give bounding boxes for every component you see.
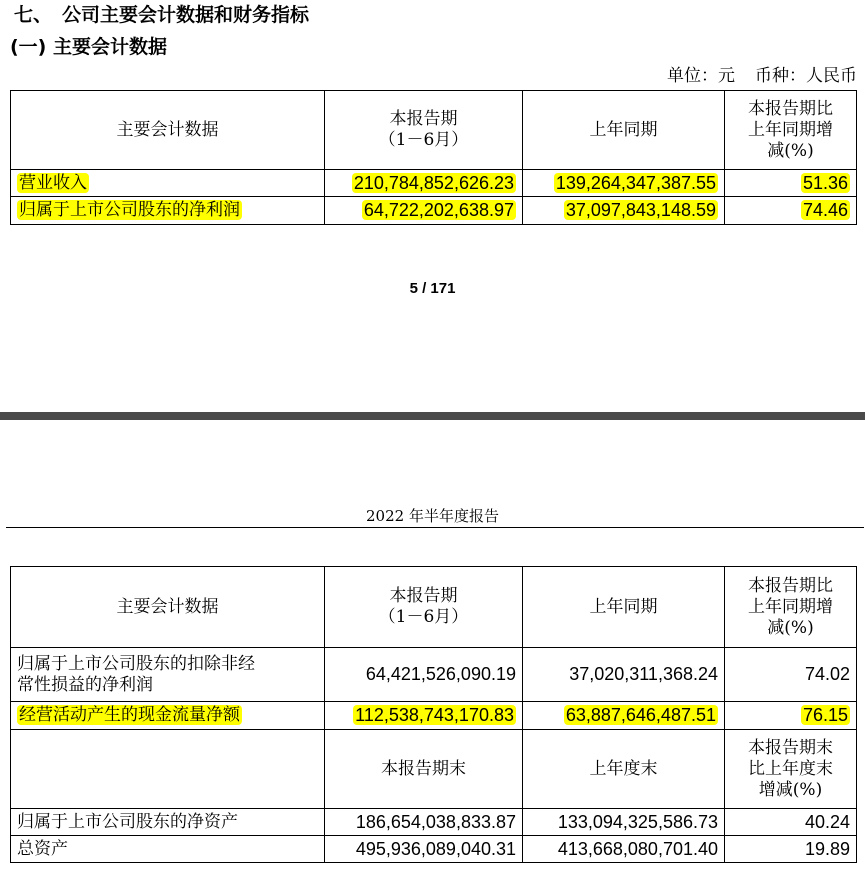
header-prior-year-end: 上年度末: [523, 730, 725, 809]
accounting-data-table-2: [10, 566, 857, 863]
table-row: [11, 648, 857, 702]
row-current: 64,722,202,638.97: [325, 197, 523, 225]
row-label: 营业收入: [11, 170, 325, 197]
section-title: 公司主要会计数据和财务指标: [62, 4, 310, 26]
row-current: 495,936,089,040.31: [325, 836, 523, 863]
table-row: [11, 197, 857, 225]
page-separator: [0, 412, 865, 420]
table-header-row: [11, 567, 857, 648]
header-prior-period: 上年同期: [523, 91, 725, 170]
header-change: 本报告期末 比上年度末 增减(%): [725, 730, 857, 809]
row-change: 40.24: [725, 809, 857, 836]
row-label: 归属于上市公司股东的扣除非经 常性损益的净利润: [11, 648, 325, 702]
report-title: 2022 年半年度报告: [366, 507, 499, 525]
accounting-data-table-1: [10, 90, 857, 225]
table-header-row: [11, 91, 857, 170]
header-prior-period: 上年同期: [523, 567, 725, 648]
currency-label: 币种：人民币: [755, 66, 857, 86]
header-current-period: 本报告期 （1－6月）: [325, 567, 523, 648]
header-blank: [11, 730, 325, 809]
row-label: 总资产: [11, 836, 325, 863]
table-row: [11, 170, 857, 197]
section-heading: [14, 2, 309, 28]
row-change: 76.15: [725, 702, 857, 730]
row-prior: 37,020,311,368.24: [523, 648, 725, 702]
header-period-end: 本报告期末: [325, 730, 523, 809]
row-change: 51.36: [725, 170, 857, 197]
row-label: 归属于上市公司股东的净利润: [11, 197, 325, 225]
row-prior: 413,668,080,701.40: [523, 836, 725, 863]
row-prior: 37,097,843,148.59: [523, 197, 725, 225]
row-change: 74.46: [725, 197, 857, 225]
row-current: 64,421,526,090.19: [325, 648, 523, 702]
row-current: 112,538,743,170.83: [325, 702, 523, 730]
row-prior: 133,094,325,586.73: [523, 809, 725, 836]
table-row: [11, 702, 857, 730]
row-label: 归属于上市公司股东的净资产: [11, 809, 325, 836]
section-number: 七、: [14, 4, 53, 26]
row-label: 经营活动产生的现金流量净额: [11, 702, 325, 730]
table-row: [11, 836, 857, 863]
table-row: [11, 809, 857, 836]
row-change: 74.02: [725, 648, 857, 702]
row-current: 210,784,852,626.23: [325, 170, 523, 197]
header-item: 主要会计数据: [11, 567, 325, 648]
header-change: 本报告期比 上年同期增 减(%): [725, 91, 857, 170]
page-number: 5 / 171: [409, 280, 456, 297]
header-current-period: 本报告期 （1－6月）: [325, 91, 523, 170]
table-header-row: [11, 730, 857, 809]
row-change: 19.89: [725, 836, 857, 863]
unit-label: 单位：元: [667, 66, 735, 86]
header-change: 本报告期比 上年同期增 减(%): [725, 567, 857, 648]
header-item: 主要会计数据: [11, 91, 325, 170]
header-rule: [6, 527, 864, 528]
row-prior: 139,264,347,387.55: [523, 170, 725, 197]
row-prior: 63,887,646,487.51: [523, 702, 725, 730]
row-current: 186,654,038,833.87: [325, 809, 523, 836]
subsection-heading: (一) 主要会计数据: [10, 36, 167, 58]
unit-currency-line: [667, 65, 857, 87]
